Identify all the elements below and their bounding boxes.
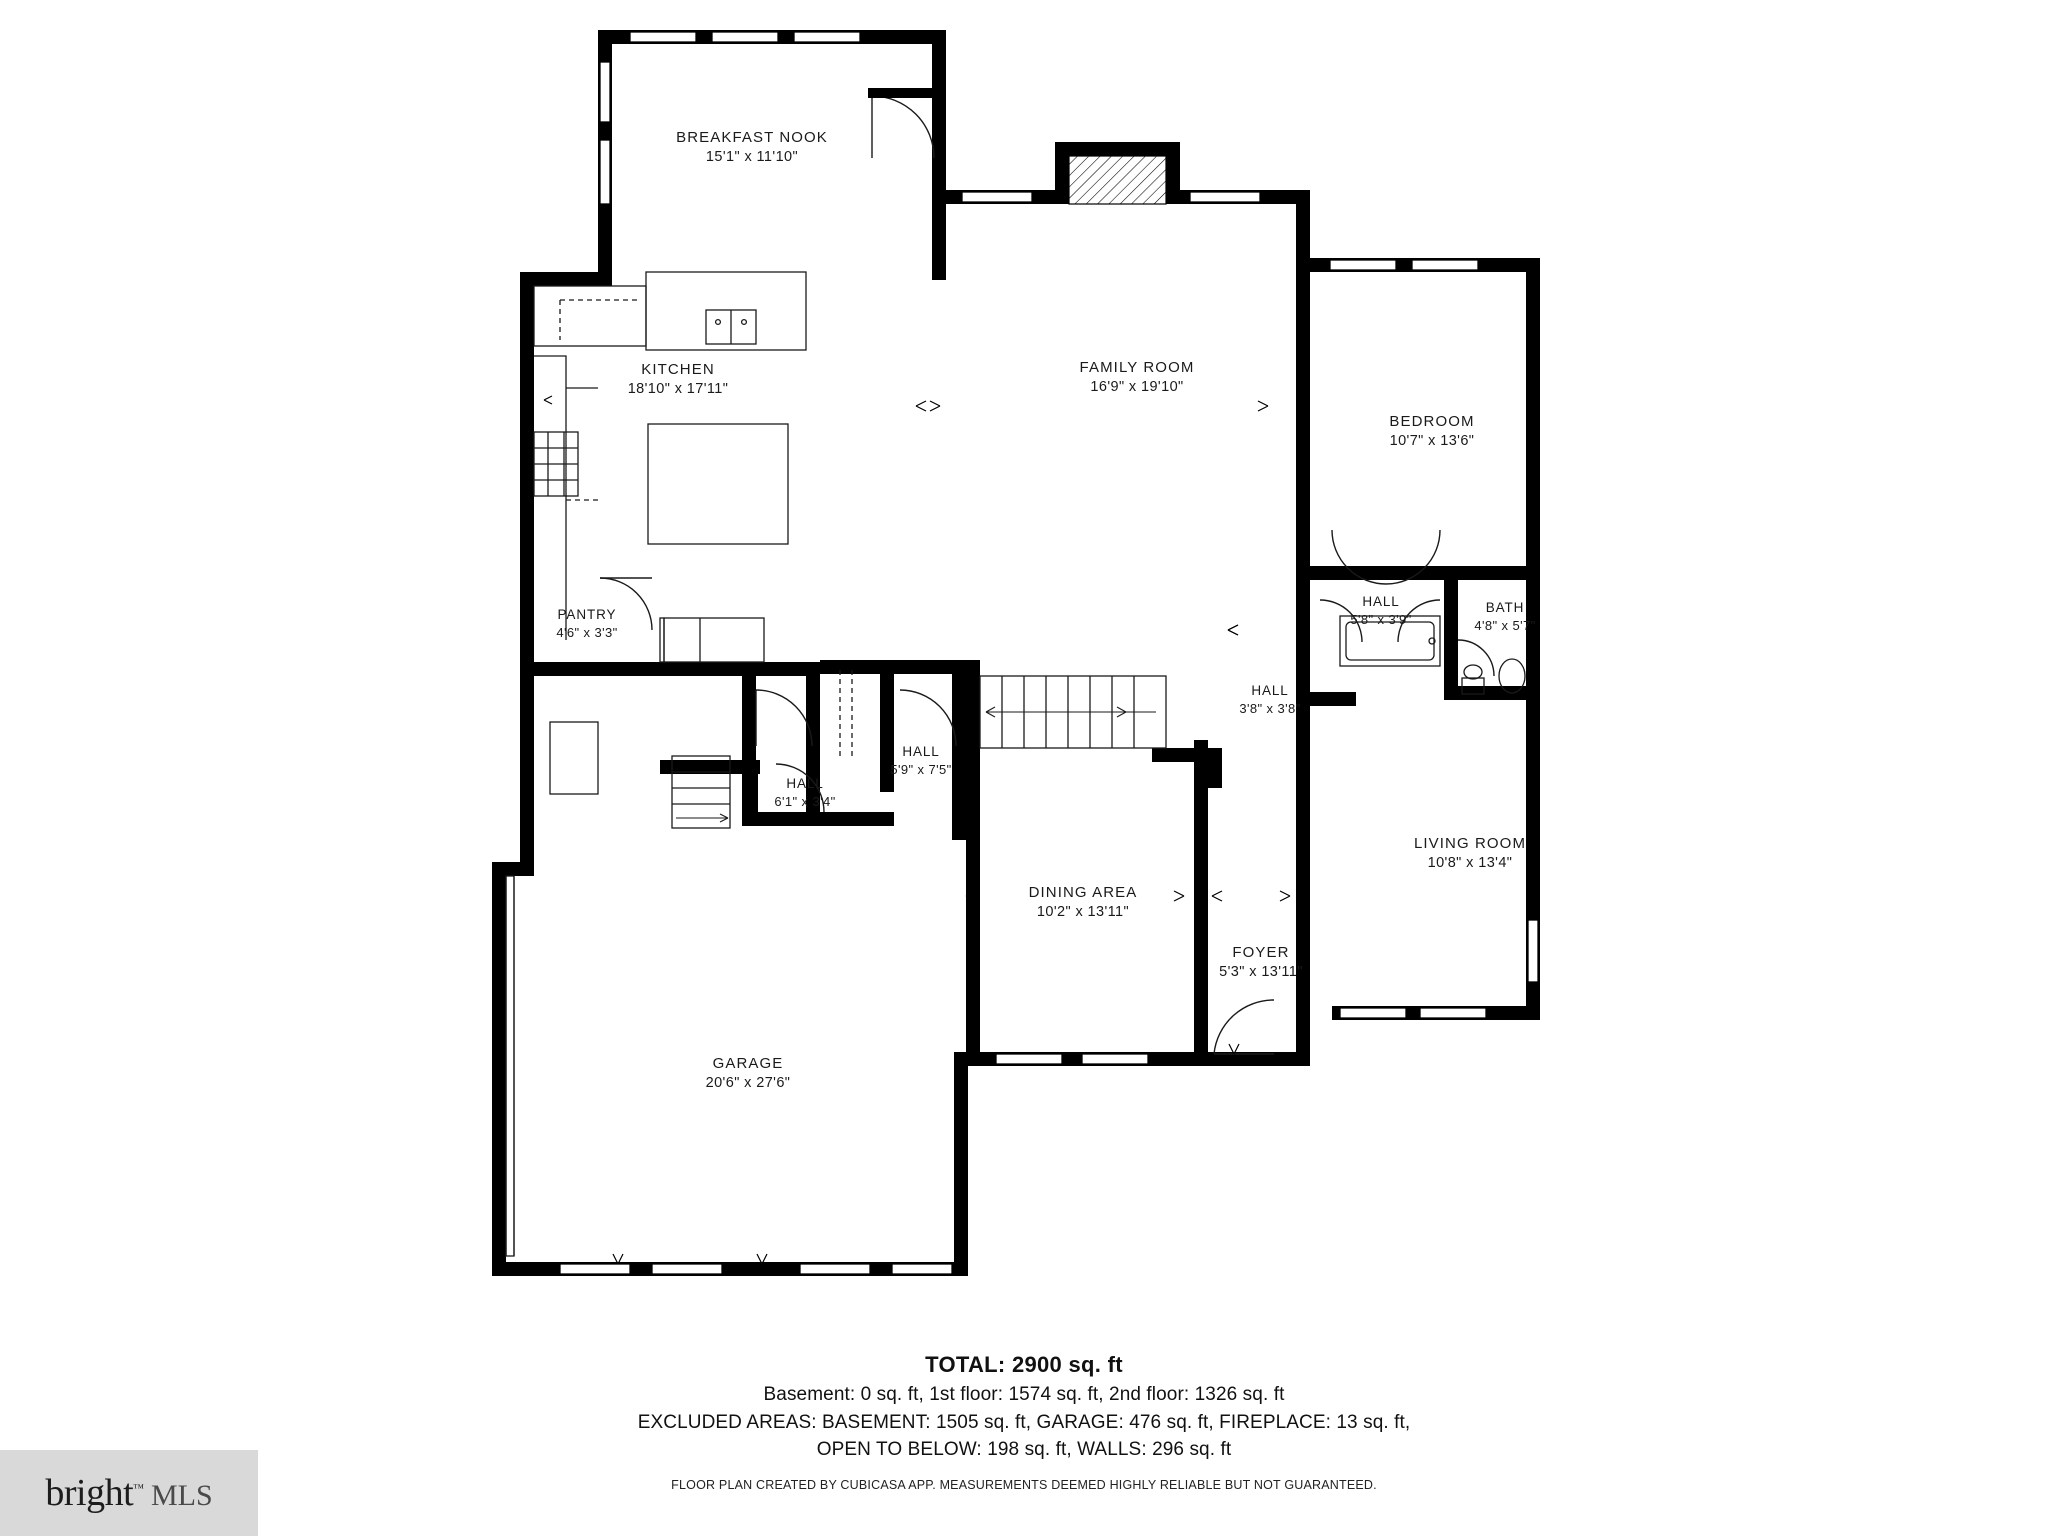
excluded-areas-line-2: OPEN TO BELOW: 198 sq. ft, WALLS: 296 sq. ft — [816, 1439, 1232, 1461]
room-hall-center — [890, 743, 951, 779]
walls — [492, 30, 1540, 1276]
room-name: DINING AREA — [1028, 884, 1138, 902]
room-name: HALL — [902, 744, 940, 760]
room-foyer — [1219, 943, 1303, 983]
room-name: HALL — [1362, 594, 1400, 610]
room-hall-upper-right — [1350, 593, 1411, 629]
logo-bright-text: bright — [45, 1472, 134, 1514]
room-name: FAMILY ROOM — [1079, 359, 1195, 377]
room-dimensions: 5'8" x 3'9" — [1350, 612, 1412, 628]
room-hall-left — [774, 775, 835, 811]
room-dimensions: 4'6" x 3'3" — [556, 625, 618, 641]
disclaimer-text: FLOOR PLAN CREATED BY CUBICASA APP. MEASUREMENTS DEEMED HIGHLY RELIABLE BUT NOT GUARANTEED. — [671, 1477, 1377, 1492]
room-name: LIVING ROOM — [1413, 835, 1527, 853]
room-name: BEDROOM — [1389, 413, 1475, 431]
room-living-room — [1414, 834, 1526, 874]
room-dimensions: 10'7" x 13'6" — [1389, 433, 1475, 450]
floor-breakdown: Basement: 0 sq. ft, 1st floor: 1574 sq. ft, 2nd floor: 1326 sq. ft — [763, 1384, 1285, 1405]
room-family-room — [1080, 358, 1195, 398]
room-bedroom — [1389, 412, 1474, 452]
room-name: FOYER — [1232, 944, 1290, 962]
logo-wordmark — [45, 1471, 212, 1515]
room-dimensions: 5'9" x 7'5" — [890, 762, 952, 778]
room-bath — [1474, 599, 1535, 635]
room-name: KITCHEN — [641, 361, 715, 379]
room-dimensions: 10'2" x 13'11" — [1036, 904, 1130, 921]
logo-mls-text: MLS — [150, 1479, 213, 1512]
room-dimensions: 4'8" x 5'7" — [1474, 618, 1536, 634]
room-name: BREAKFAST NOOK — [676, 129, 828, 147]
room-hall-center-right — [1239, 682, 1300, 718]
room-name: PANTRY — [557, 607, 617, 623]
room-dimensions: 15'1" x 11'10" — [705, 149, 799, 166]
room-dimensions: 5'3" x 13'11" — [1219, 964, 1303, 981]
room-breakfast-nook — [676, 128, 828, 168]
room-dimensions: 16'9" x 19'10" — [1090, 379, 1184, 396]
room-garage — [706, 1054, 791, 1094]
dimension-ticks — [544, 396, 1290, 1264]
bright-mls-logo — [0, 1450, 258, 1536]
room-pantry — [556, 606, 617, 642]
room-dining-area — [1029, 883, 1138, 923]
total-area: TOTAL: 2900 sq. ft — [925, 1352, 1123, 1377]
fireplace — [1069, 156, 1166, 204]
logo-trademark: ™ — [133, 1482, 144, 1495]
room-dimensions: 18'10" x 17'11" — [627, 381, 729, 398]
excluded-areas-line-1: EXCLUDED AREAS: BASEMENT: 1505 sq. ft, GARAGE: 476 sq. ft, FIREPLACE: 13 sq. ft, — [637, 1411, 1411, 1433]
room-dimensions: 3'8" x 3'8" — [1239, 701, 1301, 717]
fixtures — [506, 272, 1525, 1256]
room-dimensions: 6'1" x 3'4" — [774, 794, 836, 810]
room-dimensions: 20'6" x 27'6" — [705, 1075, 791, 1092]
room-name: HALL — [1251, 683, 1289, 699]
room-dimensions: 10'8" x 13'4" — [1427, 855, 1513, 872]
room-name: BATH — [1485, 600, 1525, 616]
room-name: HALL — [786, 776, 824, 792]
room-name: GARAGE — [712, 1055, 784, 1073]
room-kitchen — [628, 360, 729, 400]
